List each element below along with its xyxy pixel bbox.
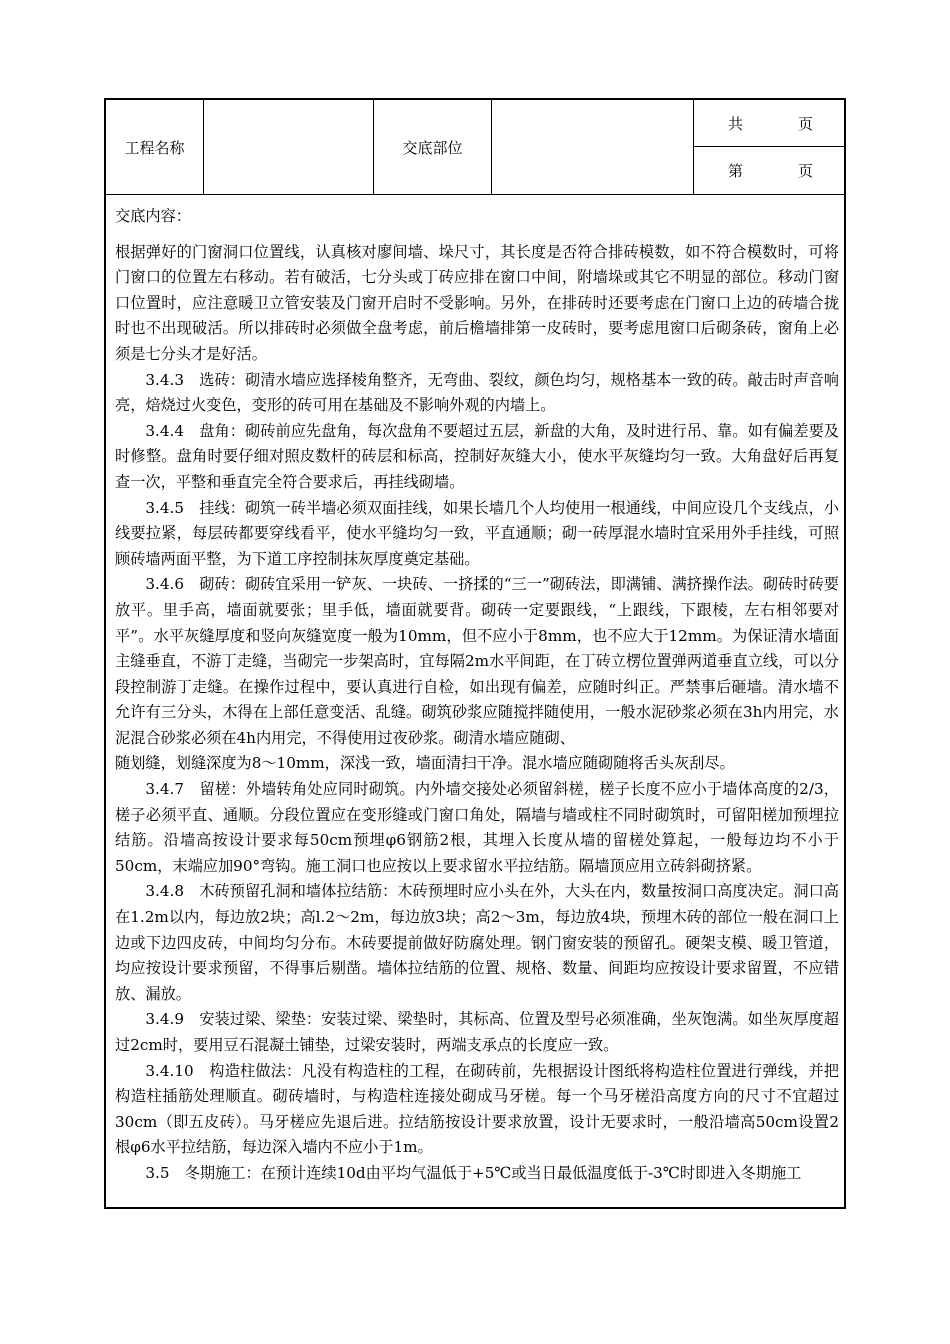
content-paragraph: 3.4.6 砌砖：砌砖宜采用一铲灰、一块砖、一挤揉的“三一”砌砖法，即满铺、满挤操作法。砌砖时砖要放平。里手高，墙面就要张；里手低，墙面就要背。砌砖一定要跟线，“上跟线，下跟棱，左右相邻要对平”。水平灰缝厚度和竖向灰缝宽度一般为10mm，但不应小于8mm，也不应大于12mm。为保证清水墙面主缝垂直，不游丁走缝，当砌完一步架高时，宜每隔2m水平间距，在丁砖立楞位置弹两道垂直立线，可以分段控制游丁走缝。在操作过程中，要认真进行自检，如出现有偏差，应随时纠正。严禁事后砸墙。清水墙不允许有三分头，木得在上部任意变活、乱缝。砌筑砂浆应随搅拌随使用，一般水泥砂浆必须在3h内用完，水泥混合砂浆必须在4h内用完，不得使用过夜砂浆。砌清水墙应随砌、 (115, 575, 839, 747)
handover-content (115, 204, 839, 1187)
current-page-suffix: 页 (798, 162, 814, 180)
content-paragraph: 3.4.5 挂线：砌筑一砖半墙必须双面挂线，如果长墙几个人均使用一根通线，中间应设几个支线点，小线要拉紧，每层砖都要穿线看平，使水平缝均匀一致，平直通顺；砌一砖厚混水墙时宜采用外手挂线，可照顾砖墙两面平整，为下道工序控制抹灰厚度奠定基础。 (115, 498, 839, 568)
project-name-value (204, 100, 374, 194)
project-name-label: 工程名称 (106, 100, 204, 194)
content-paragraph: 3.4.10 构造柱做法：凡没有构造柱的工程，在砌砖前，先根据设计图纸将构造柱位置进行弹线，并把构造柱插筋处理顺直。砌砖墙时，与构造柱连接处砌成马牙槎。每一个马牙槎沿高度方向的尺寸不宜超过30cm（即五皮砖）。马牙槎应先退后进。拉结筋按设计要求放置，设计无要求时，一般沿墙高50cm设置2根φ6水平拉结筋，每边深入墙内不应小于1m。 (115, 1061, 839, 1157)
content-paragraph: 3.4.4 盘角：砌砖前应先盘角，每次盘角不要超过五层，新盘的大角，及时进行吊、靠。如有偏差要及时修整。盘角时要仔细对照皮数杆的砖层和标高，控制好灰缝大小，使水平灰缝均匀一致。大角盘好后再复查一次，平整和垂直完全符合要求后，再挂线砌墙。 (115, 421, 839, 491)
current-page (694, 147, 844, 194)
content-paragraph: 3.5 冬期施工：在预计连续10d由平均气温低于+5℃或当日最低温度低于-3℃时即进入冬期施工 (145, 1163, 802, 1182)
handover-location-value (492, 100, 694, 194)
page-count-cell (694, 100, 844, 194)
content-paragraph: 3.4.8 木砖预留孔洞和墙体拉结筋：木砖预埋时应小头在外，大头在内，数量按洞口高度决定。洞口高在1.2m以内，每边放2块；高l.2～2m，每边放3块；高2～3m，每边放4块，预埋木砖的部位一般在洞口上边或下边四皮砖，中间均匀分布。木砖要提前做好防腐处理。钢门窗安装的预留孔。硬架支模、暖卫管道，均应按设计要求预留，不得事后剔凿。墙体拉结筋的位置、规格、数量、间距均应按设计要求留置，不应错放、漏放。 (115, 882, 839, 1003)
total-pages-prefix: 共 (728, 114, 744, 133)
content-paragraph: 根据弹好的门窗洞口位置线，认真核对廖间墙、垛尺寸，其长度是否符合排砖模数，如不符合模数时，可将门窗口的位置左右移动。若有破活，七分头或丁砖应排在窗口中间，附墙垛或其它不明显的部位。移动门窗口位置时，应注意暖卫立管安装及门窗开启时不受影响。另外，在排砖时还要考虑在门窗口上边的砖墙合拢时也不出现破活。所以排砖时必须做全盘考虑，前后檐墙排第一皮砖时，要考虑甩窗口后砌条砖，窗角上必须是七分头才是好活。 (115, 242, 839, 363)
total-pages (694, 100, 844, 147)
sheet-header (106, 100, 844, 195)
content-paragraph: 3.4.9 安装过梁、梁垫：安装过梁、梁垫时，其标高、位置及型号必须准确，坐灰饱满。如坐灰厚度超过2cm时，要用豆石混凝土铺垫，过梁安装时，两端支承点的长度应一致。 (115, 1010, 839, 1054)
content-paragraph: 3.4.7 留槎：外墙转角处应同时砌筑。内外墙交接处必须留斜槎，槎子长度不应小于墙体高度的2/3，槎子必须平直、通顺。分段位置应在变形缝或门窗口角处，隔墙与墙或柱不同时砌筑时，可留阳槎加预埋拉结筋。沿墙高按设计要求每50cm预埋φ6钢筋2根，其埋入长度从墙的留槎处算起，一般每边均不小于50cm，末端应加90°弯钩。施工洞口也应按以上要求留水平拉结筋。隔墙顶应用立砖斜砌挤紧。 (115, 780, 839, 875)
content-paragraph: 3.4.3 选砖：砌清水墙应选择棱角整齐，无弯曲、裂纹，颜色均匀，规格基本一致的砖。敲击时声音响亮，焙烧过火变色，变形的砖可用在基础及不影响外观的内墙上。 (115, 370, 839, 415)
handover-sheet (104, 98, 846, 1209)
content-paragraph: 随划缝，划缝深度为8～10mm，深浅一致，墙面清扫干净。混水墙应随砌随将舌头灰刮尽。 (115, 754, 735, 773)
content-title: 交底内容： (115, 207, 191, 225)
handover-location-label: 交底部位 (374, 100, 492, 194)
total-pages-suffix: 页 (798, 114, 814, 133)
current-page-prefix: 第 (728, 162, 744, 180)
